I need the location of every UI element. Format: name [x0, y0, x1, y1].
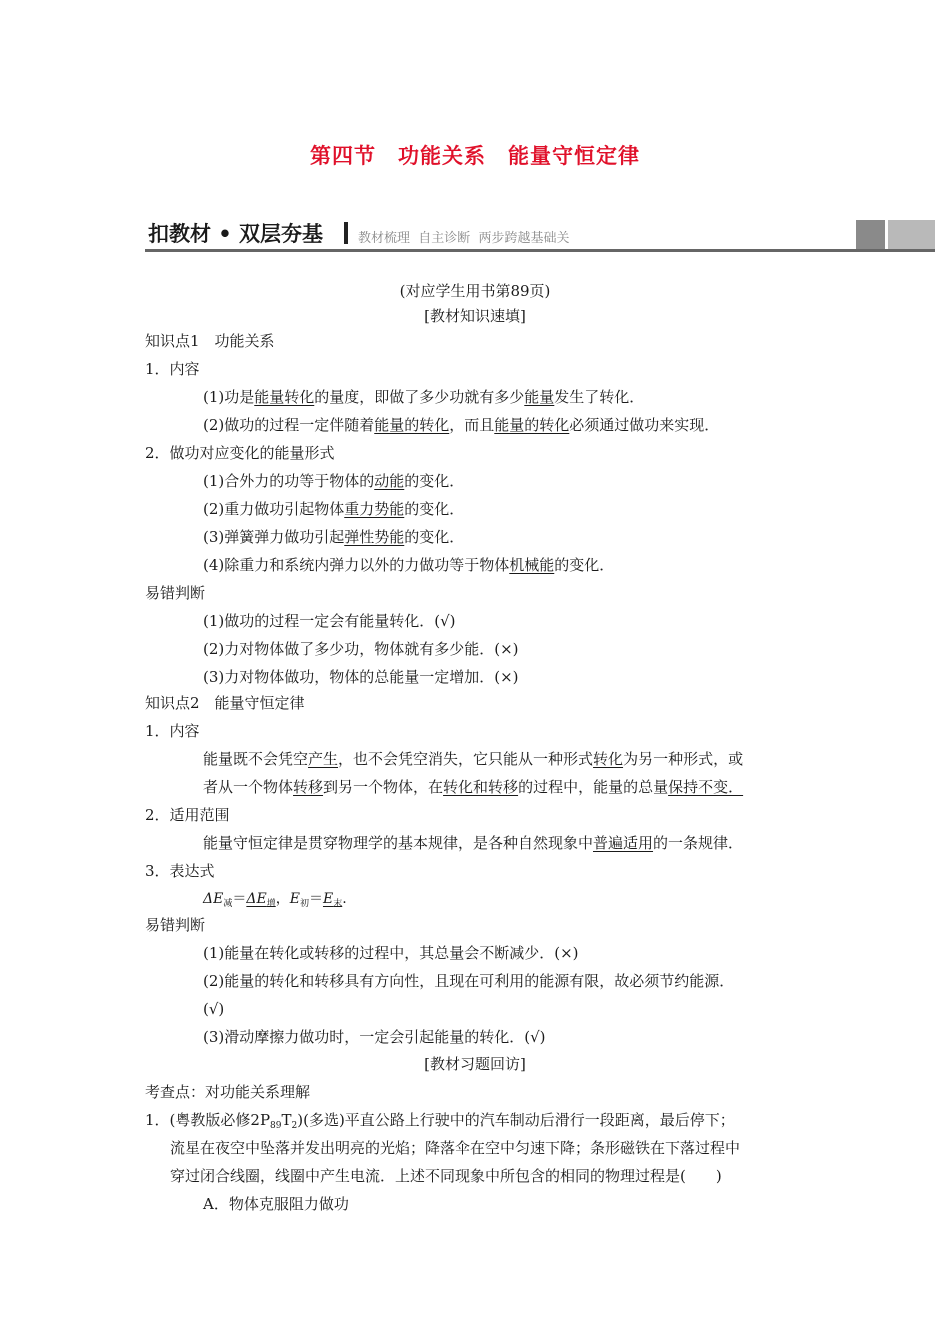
blank-answer: 普遍适用 — [593, 834, 654, 852]
kp1-heading-forms: 2．做功对应变化的能量形式 — [145, 444, 335, 462]
kp1-judge-1: (1)做功的过程一定会有能量转化．(√) — [203, 612, 456, 630]
blank-answer: 转化 — [593, 750, 624, 768]
kp2-heading-scope: 2．适用范围 — [145, 806, 230, 824]
kp2-judge-3: (3)滑动摩擦力做功时，一定会引起能量的转化．(√) — [203, 1028, 546, 1046]
kp1-line-2: (2)做功的过程一定伴随着能量的转化，而且能量的转化必须通过做功来实现． — [203, 416, 720, 434]
kp2-para-line-1: 能量既不会凭空产生，也不会凭空消失，它只能从一种形式转化为另一种形式，或 — [203, 750, 744, 768]
banner-title: 扣教材 • 双层夯基 — [148, 222, 324, 246]
kp1-line-1: (1)功是能量转化的量度，即做了多少功就有多少能量发生了转化． — [203, 388, 645, 406]
blank-answer: 弹性势能 — [344, 528, 405, 546]
blank-answer: 重力势能 — [344, 500, 405, 518]
question-1-line-3: 穿过闭合线圈，线圈中产生电流．上述不同现象中所包含的相同的物理过程是( ) — [170, 1167, 722, 1185]
section-banner — [145, 216, 935, 252]
blank-answer: 机械能 — [509, 556, 555, 574]
kp2-para-line-2: 者从一个物体转移到另一个物体，在转化和转移的过程中，能量的总量保持不变． — [203, 778, 744, 796]
kp1-judge-heading: 易错判断 — [145, 584, 206, 602]
banner-rule — [145, 249, 935, 252]
blank-answer: $\Delta E_增$ — [246, 891, 276, 909]
page-title: 第四节 功能关系 能量守恒定律 — [310, 144, 640, 168]
blank-answer: 产生 — [308, 750, 339, 768]
kp2-scope-text: 能量守恒定律是贯穿物理学的基本规律，是各种自然现象中普遍适用的一条规律． — [203, 834, 744, 852]
section-header-review: [教材习题回访] — [424, 1055, 526, 1073]
kp1-form-4: (4)除重力和系统内弹力以外的力做功等于物体机械能的变化． — [203, 556, 615, 574]
kp2-judge-2-mark: (√) — [203, 1000, 225, 1018]
kp2-expression: $\Delta E_减=\Delta E_增$，$E_初=E_末$. — [203, 891, 347, 909]
knowledge-point-2-title: 知识点2 能量守恒定律 — [145, 694, 305, 712]
section-header-fill: [教材知识速填] — [424, 307, 526, 325]
blank-answer: 能量的转化 — [494, 416, 570, 434]
banner-divider — [344, 222, 348, 244]
kp2-judge-1: (1)能量在转化或转移的过程中，其总量会不断减少．(×) — [203, 944, 579, 962]
kp2-heading-expression: 3．表达式 — [145, 862, 215, 880]
blank-answer: 转化和转移 — [443, 778, 519, 796]
blank-answer: $E_末$ — [322, 891, 343, 909]
kp1-form-1: (1)合外力的功等于物体的动能的变化． — [203, 472, 465, 490]
blank-answer: 保持不变． — [668, 778, 744, 796]
kp1-form-2: (2)重力做功引起物体重力势能的变化． — [203, 500, 465, 518]
banner-dark-block — [856, 220, 885, 249]
banner-light-block — [888, 220, 935, 249]
blank-answer: 能量转化 — [254, 388, 315, 406]
kp1-judge-2: (2)力对物体做了多少功，物体就有多少能．(×) — [203, 640, 519, 658]
blank-answer: 能量 — [524, 388, 555, 406]
kp2-judge-2: (2)能量的转化和转移具有方向性，且现在可利用的能源有限，故必须节约能源． — [203, 972, 735, 990]
knowledge-point-1-title: 知识点1 功能关系 — [145, 332, 275, 350]
blank-answer: 转移 — [293, 778, 324, 796]
question-1-line-2: 流星在夜空中坠落并发出明亮的光焰；降落伞在空中匀速下降；条形磁铁在下落过程中 — [170, 1139, 741, 1157]
question-1-line-1: 1．(粤教版必修$2P_{89}T_2$)(多选)平直公路上行驶中的汽车制动后滑行一段距离，最后停下； — [145, 1111, 735, 1131]
kp2-judge-heading: 易错判断 — [145, 916, 206, 934]
kp1-judge-3: (3)力对物体做功，物体的总能量一定增加．(×) — [203, 668, 519, 686]
kp1-form-3: (3)弹簧弹力做功引起弹性势能的变化． — [203, 528, 465, 546]
kp2-heading-content: 1．内容 — [145, 722, 200, 740]
blank-answer: 动能 — [374, 472, 405, 490]
exam-point: 考查点：对功能关系理解 — [145, 1083, 311, 1101]
banner-subtitle: 教材梳理 自主诊断 两步跨越基础关 — [358, 231, 570, 246]
blank-answer: 能量的转化 — [374, 416, 450, 434]
question-1-option-a: A．物体克服阻力做功 — [203, 1195, 349, 1213]
page-reference: (对应学生用书第89页) — [399, 282, 551, 300]
kp1-heading-content: 1．内容 — [145, 360, 200, 378]
